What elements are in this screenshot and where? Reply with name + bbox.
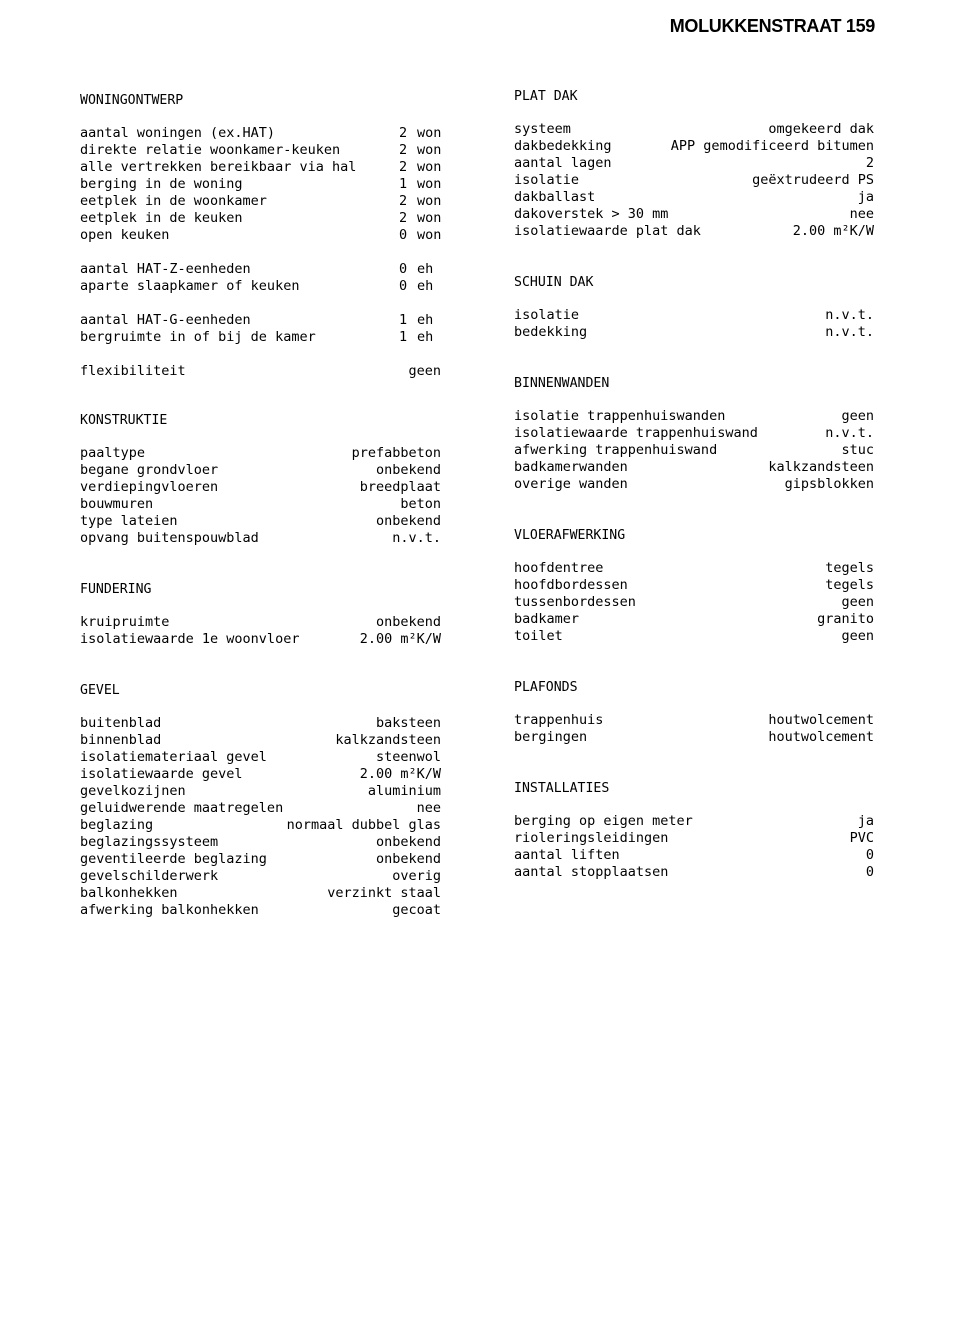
page-title: MOLUKKENSTRAAT 159 [669,16,875,36]
spec-row [514,476,874,493]
spec-count: 1 [399,312,408,328]
spec-row [514,138,874,155]
spec-row [80,445,441,462]
spec-label: opvang buitenspouwblad [80,530,259,546]
spec-value: onbekend [375,614,441,630]
spec-value [399,125,441,142]
spec-value [399,312,441,329]
spec-label: dakoverstek > 30 mm [514,206,669,222]
spec-row [80,817,441,834]
spec-label: flexibiliteit [80,363,186,379]
hat-g-group [80,312,441,346]
section-title: PLAT DAK [514,89,578,104]
spec-row [514,864,874,881]
section-title: WONINGONTWERP [80,93,184,108]
spec-label: isolatiewaarde 1e woonvloer [80,631,300,647]
spec-value: verzinkt staal [327,885,441,901]
spec-unit: eh [417,329,434,345]
spec-row [514,189,874,206]
section-title: SCHUIN DAK [514,275,594,290]
spec-value: onbekend [375,851,441,867]
section-title: VLOERAFWERKING [514,528,626,543]
spec-row [80,513,441,530]
spec-value: breedplaat [359,479,441,495]
spec-row [80,312,441,329]
spec-row [514,712,874,729]
spec-value: ja [857,189,874,205]
spec-row [514,206,874,223]
spec-unit: won [417,125,442,141]
section-binnenwanden [514,375,874,493]
spec-value: PVC [849,830,874,846]
spec-label: aantal HAT-G-eenheden [80,312,251,328]
spec-label: badkamerwanden [514,459,628,475]
spec-label: geventileerde beglazing [80,851,267,867]
plat-dak-rows [514,121,874,240]
spec-label: hoofdentree [514,560,604,576]
spec-label: verdiepingvloeren [80,479,219,495]
spec-unit: eh [417,278,434,294]
spec-value: n.v.t. [825,425,874,441]
flexibiliteit-group [80,363,441,380]
spec-value: ja [857,813,874,829]
spec-label: open keuken [80,227,170,243]
spec-value: tegels [825,577,874,593]
spec-row [80,329,441,346]
spec-label: isolatie [514,172,580,188]
spec-value [399,329,441,346]
konstruktie-rows [80,445,441,547]
spec-row [80,715,441,732]
spec-value: houtwolcement [768,729,874,745]
spec-row [514,155,874,172]
spec-row [514,830,874,847]
spec-row [514,611,874,628]
spec-unit: won [417,210,442,226]
section-fundering [80,581,441,648]
spec-row [80,176,441,193]
spec-unit: won [417,159,442,175]
spec-value [399,227,441,244]
spec-label: direkte relatie woonkamer-keuken [80,142,341,158]
spec-label: aparte slaapkamer of keuken [80,278,300,294]
spec-unit: eh [417,312,434,328]
section-vloerafwerking [514,527,874,645]
spec-value: prefabbeton [351,445,441,461]
spec-label: tussenbordessen [514,594,636,610]
spec-unit: eh [417,261,434,277]
spec-value: APP gemodificeerd bitumen [670,138,874,154]
spec-value: steenwol [375,749,441,765]
schuin-dak-rows [514,307,874,341]
spec-unit: won [417,176,442,192]
spec-row [80,159,441,176]
plafonds-rows [514,712,874,746]
spec-row [514,172,874,189]
section-installaties [514,780,874,881]
spec-value: stuc [841,442,874,458]
spec-value: houtwolcement [768,712,874,728]
vloerafwerking-rows [514,560,874,645]
woningontwerp-group [80,125,441,244]
spec-row [80,462,441,479]
spec-value: kalkzandsteen [768,459,874,475]
spec-label: aantal lagen [514,155,612,171]
spec-value: gecoat [392,902,441,918]
spec-value: geen [408,363,441,379]
spec-count: 2 [399,159,408,175]
spec-value: 2.00 m²K/W [359,766,441,782]
spec-value: overig [392,868,441,884]
spec-row [80,902,441,919]
spec-value: granito [817,611,874,627]
spec-label: overige wanden [514,476,628,492]
spec-value: n.v.t. [825,307,874,323]
spec-label: trappenhuis [514,712,604,728]
spec-label: systeem [514,121,571,137]
section-title: GEVEL [80,683,120,698]
section-woningontwerp [80,92,441,380]
spec-value: normaal dubbel glas [286,817,441,833]
spec-row [514,121,874,138]
spec-count: 2 [399,125,408,141]
spec-row [514,847,874,864]
spec-label: berging op eigen meter [514,813,693,829]
spec-unit: won [417,142,442,158]
spec-label: badkamer [514,611,580,627]
spec-label: afwerking balkonhekken [80,902,259,918]
spec-row [514,628,874,645]
spec-label: afwerking trappenhuiswand [514,442,718,458]
section-schuin-dak [514,274,874,341]
spec-value [399,210,441,227]
hat-z-group [80,261,441,295]
spec-row [80,479,441,496]
spec-row [514,577,874,594]
spec-value [399,278,441,295]
spec-label: type lateien [80,513,178,529]
section-konstruktie [80,412,441,547]
spec-label: isolatiemateriaal gevel [80,749,267,765]
spec-label: gevelschilderwerk [80,868,219,884]
spec-label: bergruimte in of bij de kamer [80,329,316,345]
spec-label: alle vertrekken bereikbaar via hal [80,159,357,175]
spec-row [514,594,874,611]
spec-value [399,193,441,210]
spec-row [514,442,874,459]
spec-count: 2 [399,193,408,209]
spec-row [80,851,441,868]
spec-label: beglazing [80,817,154,833]
spec-value: gipsblokken [784,476,874,492]
spec-row [80,193,441,210]
spec-row [80,631,441,648]
spec-label: rioleringsleidingen [514,830,669,846]
spec-value: aluminium [367,783,441,799]
spec-row [514,729,874,746]
spec-value [399,261,441,278]
spec-label: dakbedekking [514,138,612,154]
spec-value [399,142,441,159]
spec-value: beton [400,496,441,512]
spec-row [80,834,441,851]
spec-count: 0 [399,227,408,243]
spec-value: geëxtrudeerd PS [752,172,874,188]
spec-value: nee [849,206,874,222]
spec-value: geen [841,408,874,424]
spec-label: berging in de woning [80,176,243,192]
section-plafonds [514,679,874,746]
spec-value: onbekend [375,834,441,850]
spec-row [80,278,441,295]
spec-label: aantal HAT-Z-eenheden [80,261,251,277]
section-title: FUNDERING [80,582,152,597]
section-title: KONSTRUKTIE [80,413,168,428]
spec-label: isolatie [514,307,580,323]
spec-row [80,885,441,902]
spec-label: geluidwerende maatregelen [80,800,284,816]
spec-value [399,159,441,176]
spec-count: 0 [399,278,408,294]
right-column [514,88,874,898]
section-title: PLAFONDS [514,680,578,695]
spec-count: 2 [399,210,408,226]
spec-label: balkonhekken [80,885,178,901]
spec-count: 1 [399,329,408,345]
spec-label: gevelkozijnen [80,783,186,799]
spec-label: dakballast [514,189,596,205]
spec-label: eetplek in de keuken [80,210,243,226]
spec-value: 0 [865,864,874,880]
section-gevel [80,682,441,919]
spec-row [514,408,874,425]
fundering-rows [80,614,441,648]
spec-row [514,307,874,324]
spec-value: 2.00 m²K/W [792,223,874,239]
spec-label: begane grondvloer [80,462,219,478]
section-title: INSTALLATIES [514,781,610,796]
spec-row [80,496,441,513]
spec-label: aantal liften [514,847,620,863]
spec-value: omgekeerd dak [768,121,874,137]
spec-row [514,223,874,240]
spec-row [514,324,874,341]
spec-label: aantal stopplaatsen [514,864,669,880]
spec-row [80,800,441,817]
spec-row [514,425,874,442]
section-title: BINNENWANDEN [514,376,610,391]
spec-value: geen [841,594,874,610]
spec-value: 0 [865,847,874,863]
spec-row [80,783,441,800]
spec-row [80,530,441,547]
spec-label: aantal woningen (ex.HAT) [80,125,276,141]
spec-row [80,210,441,227]
spec-count: 0 [399,261,408,277]
spec-count: 1 [399,176,408,192]
spec-label: bedekking [514,324,588,340]
spec-value: 2 [865,155,874,171]
spec-row [80,868,441,885]
spec-row [80,227,441,244]
spec-label: eetplek in de woonkamer [80,193,267,209]
spec-label: bergingen [514,729,588,745]
spec-row [80,363,441,380]
spec-row [514,459,874,476]
installaties-rows [514,813,874,881]
spec-label: toilet [514,628,563,644]
spec-value: 2.00 m²K/W [359,631,441,647]
spec-row [514,813,874,830]
spec-label: bouwmuren [80,496,154,512]
spec-label: paaltype [80,445,146,461]
spec-value [399,176,441,193]
spec-row [514,560,874,577]
spec-row [80,261,441,278]
spec-label: buitenblad [80,715,162,731]
left-column [80,92,441,936]
spec-value: onbekend [375,513,441,529]
spec-row [80,732,441,749]
spec-row [80,142,441,159]
spec-row [80,125,441,142]
spec-label: isolatiewaarde plat dak [514,223,701,239]
spec-value: n.v.t. [392,530,441,546]
spec-value: geen [841,628,874,644]
spec-value: onbekend [375,462,441,478]
spec-unit: won [417,193,442,209]
gevel-rows [80,715,441,919]
spec-label: isolatiewaarde gevel [80,766,243,782]
spec-label: hoofdbordessen [514,577,628,593]
spec-row [80,749,441,766]
spec-value: n.v.t. [825,324,874,340]
section-plat-dak [514,88,874,240]
spec-label: beglazingssysteem [80,834,219,850]
spec-row [80,614,441,631]
spec-value: kalkzandsteen [335,732,441,748]
spec-value: nee [416,800,441,816]
spec-count: 2 [399,142,408,158]
spec-label: isolatiewaarde trappenhuiswand [514,425,758,441]
spec-value: baksteen [375,715,441,731]
spec-value: tegels [825,560,874,576]
binnenwanden-rows [514,408,874,493]
spec-label: kruipruimte [80,614,170,630]
spec-row [80,766,441,783]
spec-unit: won [417,227,442,243]
spec-label: binnenblad [80,732,162,748]
spec-label: isolatie trappenhuiswanden [514,408,726,424]
